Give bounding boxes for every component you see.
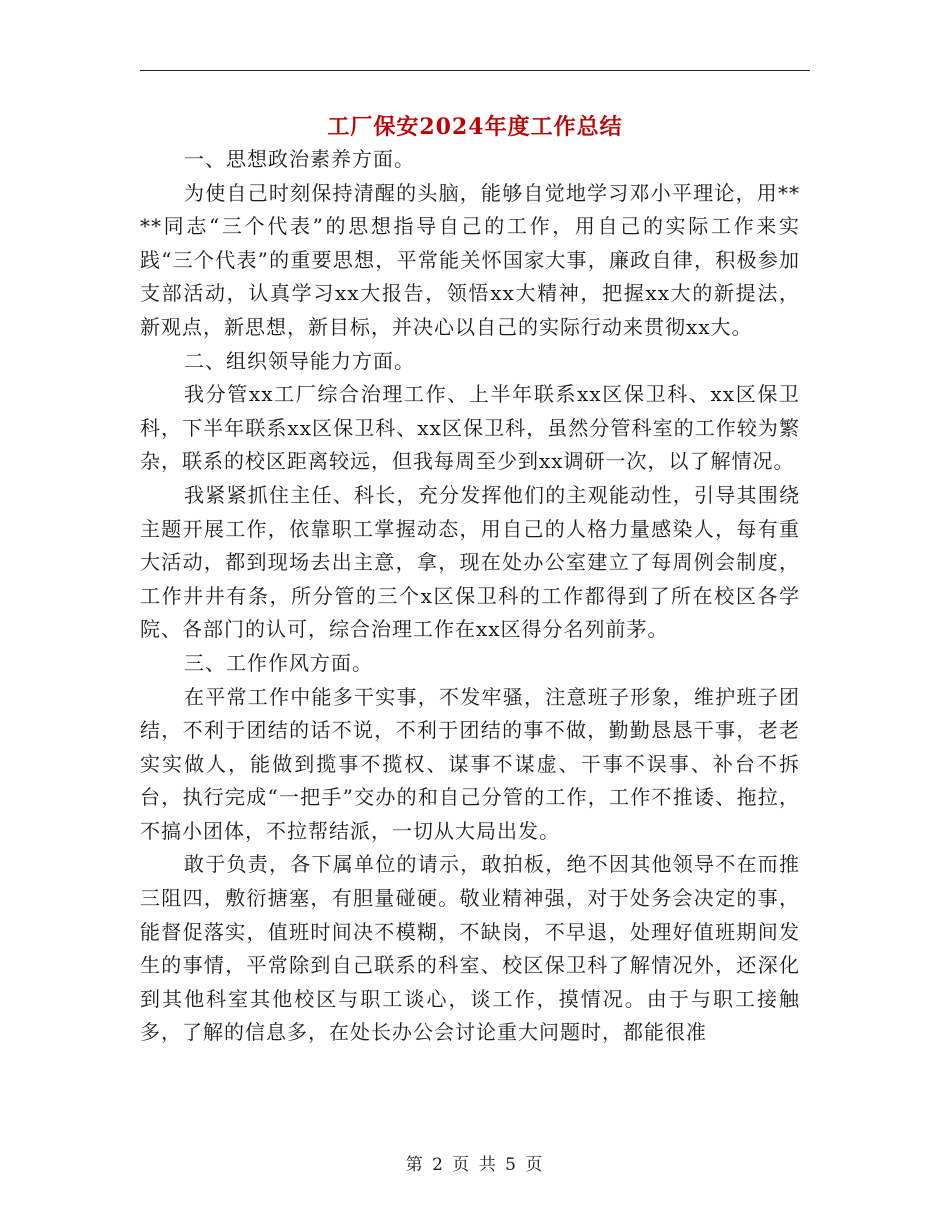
document-title: 工厂保安2024年度工作总结 <box>327 114 623 140</box>
section-heading-2: 二、组织领导能力方面。 <box>184 348 415 373</box>
page-number: 第 2 页 共 5 页 <box>405 1155 545 1175</box>
paragraph-management-scope: 我分管xx工厂综合治理工作、上半年联系xx区保卫科、xx区保卫科，下半年联系xx区保卫科、xx区保卫科，虽然分管科室的工作较为繁杂，联系的校区距离较远，但我每周至少到xx调研一次，以了解情况。 <box>140 382 800 474</box>
paragraph-political-study: 为使自己时刻保持清醒的头脑，能够自觉地学习邓小平理论，用****同志“三个代表”的思想指导自己的工作，用自己的实际工作来实践“三个代表”的重要思想，平常能关怀国家大事，廉政自律，积极参加支部活动，认真学习xx大报告，领悟xx大精神，把握xx大的新提法，新观点，新思想，新目标，并决心以自己的实际行动来贯彻xx大。 <box>140 180 800 339</box>
paragraph-work-style: 在平常工作中能多干实事，不发牢骚，注意班子形象，维护班子团结，不利于团结的话不说，不利于团结的事不做，勤勤恳恳干事，老老实实做人，能做到揽事不揽权、谋事不谋虚、干事不误事、补台不拆台，执行完成“一把手”交办的和自己分管的工作，工作不推诿、拖拉，不搞小团体，不拉帮结派，一切从大局出发。 <box>140 684 800 843</box>
paragraph-leadership: 我紧紧抓住主任、科长，充分发挥他们的主观能动性，引导其围绕主题开展工作，依靠职工掌握动态，用自己的人格力量感染人，每有重大活动，都到现场去出主意，拿，现在处办公室建立了每周例会制度，工作井井有条，所分管的三个x区保卫科的工作都得到了所在校区各学院、各部门的认可，综合治理工作在xx区得分名列前茅。 <box>140 482 800 642</box>
paragraph-responsibility: 敢于负责，各下属单位的请示，敢拍板，绝不因其他领导不在而推三阻四，敷衍搪塞，有胆量碰硬。敬业精神强，对于处务会决定的事，能督促落实，值班时间决不模糊，不缺岗，不早退，处理好值班期间发生的事情，平常除到自己联系的科室、校区保卫科了解情况外，还深化到其他科室其他校区与职工谈心，谈工作，摸情况。由于与职工接触多，了解的信息多，在处长办公会讨论重大问题时，都能很准 <box>140 852 800 1045</box>
document-body <box>140 143 800 1050</box>
section-heading-1: 一、思想政治素养方面。 <box>184 147 415 171</box>
section-heading-3: 三、工作作风方面。 <box>184 650 373 675</box>
header-rule <box>140 70 810 71</box>
